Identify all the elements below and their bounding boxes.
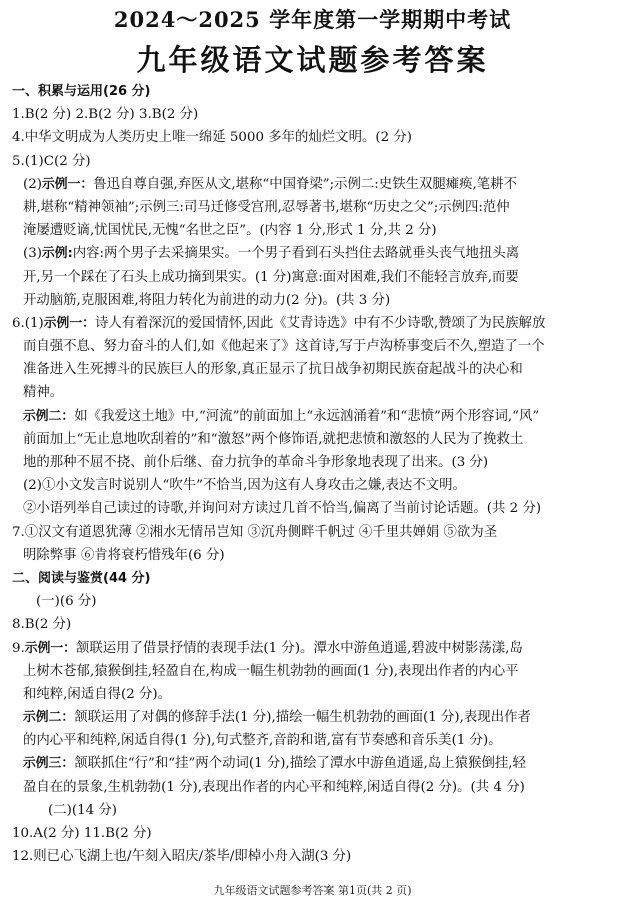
answer-line [12, 242, 617, 265]
example-label: 示例: [41, 246, 73, 262]
line-text: 5.(1)C(2 分) [12, 153, 91, 169]
answer-line [12, 544, 617, 567]
answer-line [12, 590, 617, 613]
answer-line [12, 660, 617, 683]
answer-line [12, 799, 617, 822]
exam-title: 2024～2025 学年度第一学期期中考试 [113, 7, 512, 32]
item-number: 9. [12, 640, 25, 656]
line-text: 开动脑筋,克服困难,将阻力转化为前进的动力(2 分)。(共 3 分) [23, 292, 391, 308]
answer-line [12, 126, 617, 149]
line-text: 7.①汉文有道恩犹薄 ②湘水无情吊岂知 ③沉舟侧畔千帆过 ④千里共婵娟 ⑤欲为圣 [12, 524, 498, 540]
example-label: 示例二： [23, 710, 75, 726]
line-text: 盈自在的景象,生机勃勃(1 分),表现出作者的内心平和纯粹,闲适自得(2 分)。(共 4 分) [23, 779, 525, 795]
line-text: 内容:两个男子去采摘果实。一个男子看到石头挡住去路就垂头丧气地扭头离 [72, 246, 520, 262]
line-text: 上树木苍郁,猿猴倒挂,轻盈自在,构成一幅生机勃勃的画面(1 分),表现出作者的内心平 [23, 663, 519, 679]
answer-line [12, 428, 617, 451]
answer-line [12, 405, 617, 428]
line-text: 4.中华文明成为人类历史上唯一绵延 5000 多年的灿烂文明。(2 分) [12, 130, 412, 146]
line-text: 如《我爱这土地》中,“河流”的前面加上“永远汹涌着”和“悲愤”两个形容词,“风” [74, 408, 540, 424]
answer-line [12, 497, 617, 520]
line-text: 颔联抓住“行”和“挂”两个动词(1 分),描绘了潭水中游鱼逍遥,岛上猿猴倒挂,轻 [74, 756, 526, 772]
answer-line [12, 289, 617, 312]
line-text: 精神。 [23, 385, 64, 401]
line-text: 地的那种不屈不挠、前仆后继、奋力抗争的革命斗争形象地表现了出来。(3 分) [23, 455, 489, 470]
answer-line [12, 822, 617, 845]
line-text: 淹屡遭贬谪,忧国忧民,无愧“名世之臣”。(内容 1 分,形式 1 分,共 2 分) [23, 223, 437, 239]
answer-line [12, 358, 617, 381]
line-text: ②小语列举自己读过的诗歌,并询问对方读过几首不恰当,偏离了当前讨论话题。(共 2 分) [23, 501, 542, 517]
line-text: 颔联运用了对偶的修辞手法(1 分),描绘一幅生机勃勃的画面(1 分),表现出作者 [74, 710, 531, 726]
line-text: 8.B(2 分) [12, 617, 72, 633]
answer-line [12, 80, 617, 103]
answer-line [12, 103, 617, 126]
line-text: 10.A(2 分) 11.B(2 分) [12, 826, 152, 841]
answer-key-title: 九年级语文试题参考答案 [136, 43, 489, 77]
answer-line [12, 845, 617, 868]
answer-line [12, 729, 617, 752]
line-text: (二)(14 分) [48, 802, 117, 818]
answer-content [12, 80, 617, 868]
answer-line [12, 637, 617, 660]
line-text: 开,另一个踩在了石头上成功摘到果实。(1 分)寓意:面对困难,我们不能轻言放弃,而要 [23, 269, 519, 285]
page-footer: 九年级语文试题参考答案 第1页(共 2 页) [213, 884, 412, 897]
line-text: 耕,堪称“精神领袖”;示例三:司马迁修受宫刑,忍辱著书,堪称“历史之父”;示例四:范仲 [23, 199, 510, 215]
answer-line [12, 266, 617, 289]
example-label: 示例一： [24, 640, 76, 656]
answer-line [12, 219, 617, 242]
line-text: 二、阅读与鉴赏(44 分) [12, 570, 151, 586]
answer-line [12, 312, 617, 335]
answer-line [12, 613, 617, 636]
line-text: 明除弊事 ⑥肯将衰朽惜残年(6 分) [23, 547, 225, 563]
line-text: 准备进入生死搏斗的民族巨人的形象,真正显示了抗日战争初期民族奋起战斗的决心和 [23, 362, 523, 378]
line-text: (一)(6 分) [36, 594, 97, 610]
answer-line [12, 752, 617, 775]
line-text: 诗人有着深沉的爱国情怀,因此《艾青诗选》中有不少诗歌,赞颂了为民族解放 [94, 315, 546, 331]
answer-line [12, 521, 617, 544]
answer-line [12, 451, 617, 474]
answer-line [12, 335, 617, 358]
line-text: (2)①小文发言时说别人“吹牛”不恰当,因为这有人身攻击之嫌,表达不文明。 [23, 478, 466, 494]
example-label: 示例二： [23, 408, 75, 424]
line-text: 12.则已心飞湖上也/午刻入昭庆/茶毕/即棹小舟入湖(3 分) [12, 849, 352, 865]
line-text: 一、积累与运用(26 分) [12, 84, 151, 99]
item-number: (3) [23, 246, 42, 262]
answer-line [12, 381, 617, 404]
line-text: 颔联运用了借景抒情的表现手法(1 分)。潭水中游鱼逍遥,碧波中树影荡漾,岛 [75, 640, 523, 656]
item-number: (2) [23, 176, 42, 192]
line-text: 鲁迅自尊自强,弃医从文,堪称“中国脊梁”;示例二:史铁生双腿瘫痪,笔耕不 [93, 176, 517, 192]
answer-line [12, 196, 617, 219]
answer-line [12, 706, 617, 729]
answer-line [12, 567, 617, 590]
example-label: 示例一： [41, 176, 94, 192]
line-text: 和纯粹,闲适自得(2 分)。 [23, 686, 171, 702]
item-number: 6.(1) [12, 315, 44, 331]
line-text: 的内心平和纯粹,闲适自得(1 分),句式整齐,音韵和谐,富有节奏感和音乐美(1 分)。 [23, 733, 502, 749]
line-text: 前面加上“无止息地吹刮着的”和“激怒”两个修饰语,就把悲愤和激怒的人民为了挽救土 [23, 431, 524, 447]
example-label: 示例一： [43, 315, 95, 331]
answer-line [12, 776, 617, 799]
answer-line [12, 173, 617, 196]
example-label: 示例三： [23, 756, 75, 772]
line-text: 而自强不息、努力奋斗的人们,如《他起来了》这首诗,写于卢沟桥事变后不久,塑造了一个 [23, 339, 545, 355]
answer-line [12, 683, 617, 706]
line-text: 1.B(2 分) 2.B(2 分) 3.B(2 分) [12, 107, 199, 123]
answer-line [12, 150, 617, 173]
answer-line [12, 474, 617, 497]
